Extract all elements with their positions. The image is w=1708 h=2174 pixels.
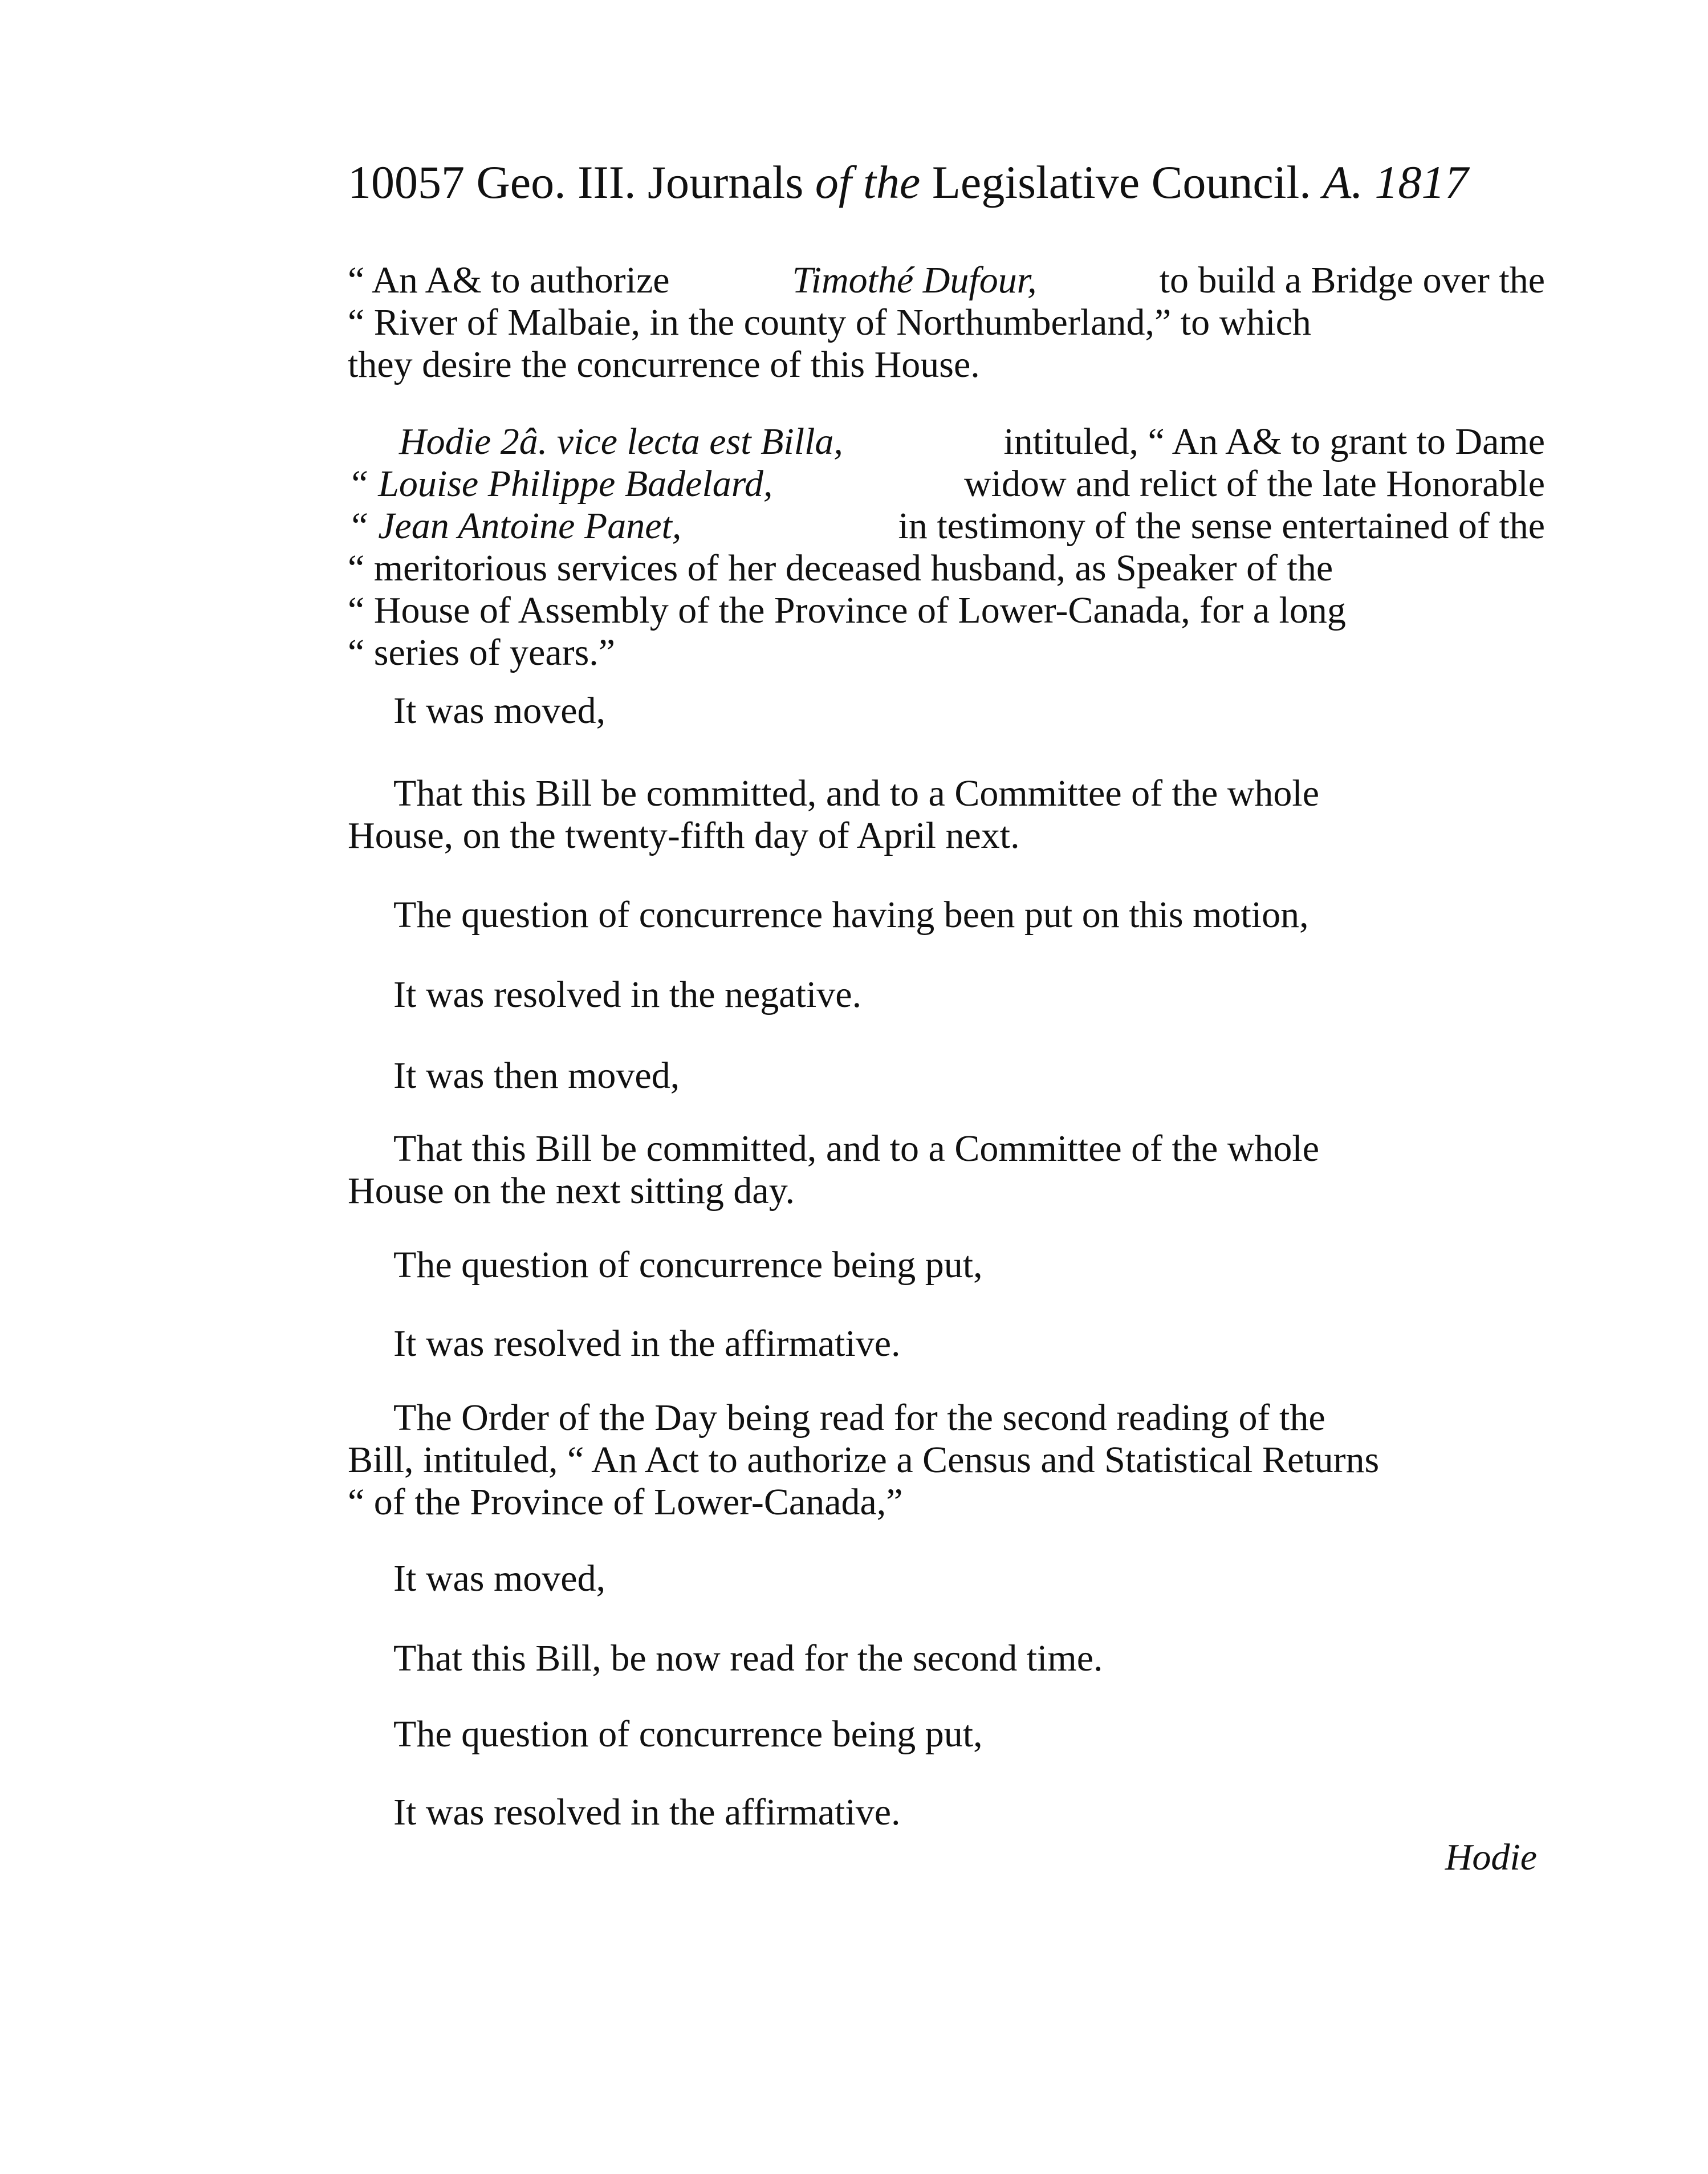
p4-line2: House, on the twenty-fifth day of April next. [348, 815, 1020, 856]
paragraph-resolved-affirmative-1: It was resolved in the affirmative. [393, 1323, 901, 1364]
paragraph-resolved-affirmative-2: It was resolved in the affirmative. [393, 1791, 901, 1833]
p2-line3-name: “ Jean Antoine Panet, [348, 505, 682, 547]
p4-line1: That this Bill be committed, and to a Committee of the whole [393, 773, 1320, 814]
paragraph-resolved-negative: It was resolved in the negative. [393, 974, 862, 1015]
paragraph-commit-next-day [348, 1128, 1545, 1212]
p8-line1: That this Bill be committed, and to a Committee of the whole [393, 1128, 1320, 1169]
p2-line1-b: intituled, “ An A& to grant to Dame [1003, 421, 1545, 462]
p2-line3-b: in testimony of the sense entertained of the [898, 505, 1545, 547]
p2-line4: “ meritorious services of her deceased husband, as Speaker of the [348, 547, 1333, 589]
p1-line1-b: to build a Bridge over the [1159, 259, 1545, 301]
header-year: A. 1817 [1323, 156, 1469, 208]
catchword: Hodie [1445, 1836, 1537, 1878]
paragraph-order-census [348, 1397, 1545, 1523]
paragraph-question-motion: The question of concurrence having been put on this motion, [393, 894, 1309, 936]
p1-line1-a: “ An A& to authorize [348, 259, 670, 301]
p11-line1: The Order of the Day being read for the second reading of the [393, 1397, 1325, 1439]
paragraph-question-put-1: The question of concurrence being put, [393, 1244, 983, 1286]
header-journals: Journals [648, 156, 804, 208]
paragraph-then-moved: It was then moved, [393, 1055, 680, 1096]
p2-line1-latin: Hodie 2â. vice lecta est Billa, [399, 421, 843, 462]
p11-line2: Bill, intituled, “ An Act to authorize a Census and Statistical Returns [348, 1439, 1380, 1481]
p1-line3: they desire the concurrence of this House. [348, 344, 980, 385]
p1-line2: “ River of Malbaie, in the county of Northumberland,” to which [348, 302, 1311, 343]
paragraph-commit-april [348, 773, 1545, 857]
paragraph-moved-1: It was moved, [393, 690, 606, 732]
header-of-the: of the [815, 156, 921, 208]
p2-line6: “ series of years.” [348, 632, 616, 673]
p8-line2: House on the next sitting day. [348, 1170, 795, 1212]
p2-line2-b: widow and relict of the late Honorable [964, 463, 1545, 505]
paragraph-hodie [348, 421, 1545, 674]
paragraph-read-second-time: That this Bill, be now read for the second time. [393, 1637, 1103, 1679]
p2-line5: “ House of Assembly of the Province of Lower-Canada, for a long [348, 590, 1346, 631]
paragraph-moved-2: It was moved, [393, 1558, 606, 1599]
regnal-year: 7 Geo. III. [441, 156, 636, 208]
running-header [348, 155, 1539, 210]
paragraph-question-put-2: The question of concurrence being put, [393, 1713, 983, 1755]
header-council: Legislative Council. [932, 156, 1311, 208]
p2-line2-name: “ Louise Philippe Badelard, [348, 463, 773, 505]
paragraph-message [348, 259, 1545, 386]
p11-line3: “ of the Province of Lower-Canada,” [348, 1481, 903, 1523]
page-number: 1005 [348, 156, 441, 208]
p1-line1-name: Timothé Dufour, [792, 259, 1037, 301]
